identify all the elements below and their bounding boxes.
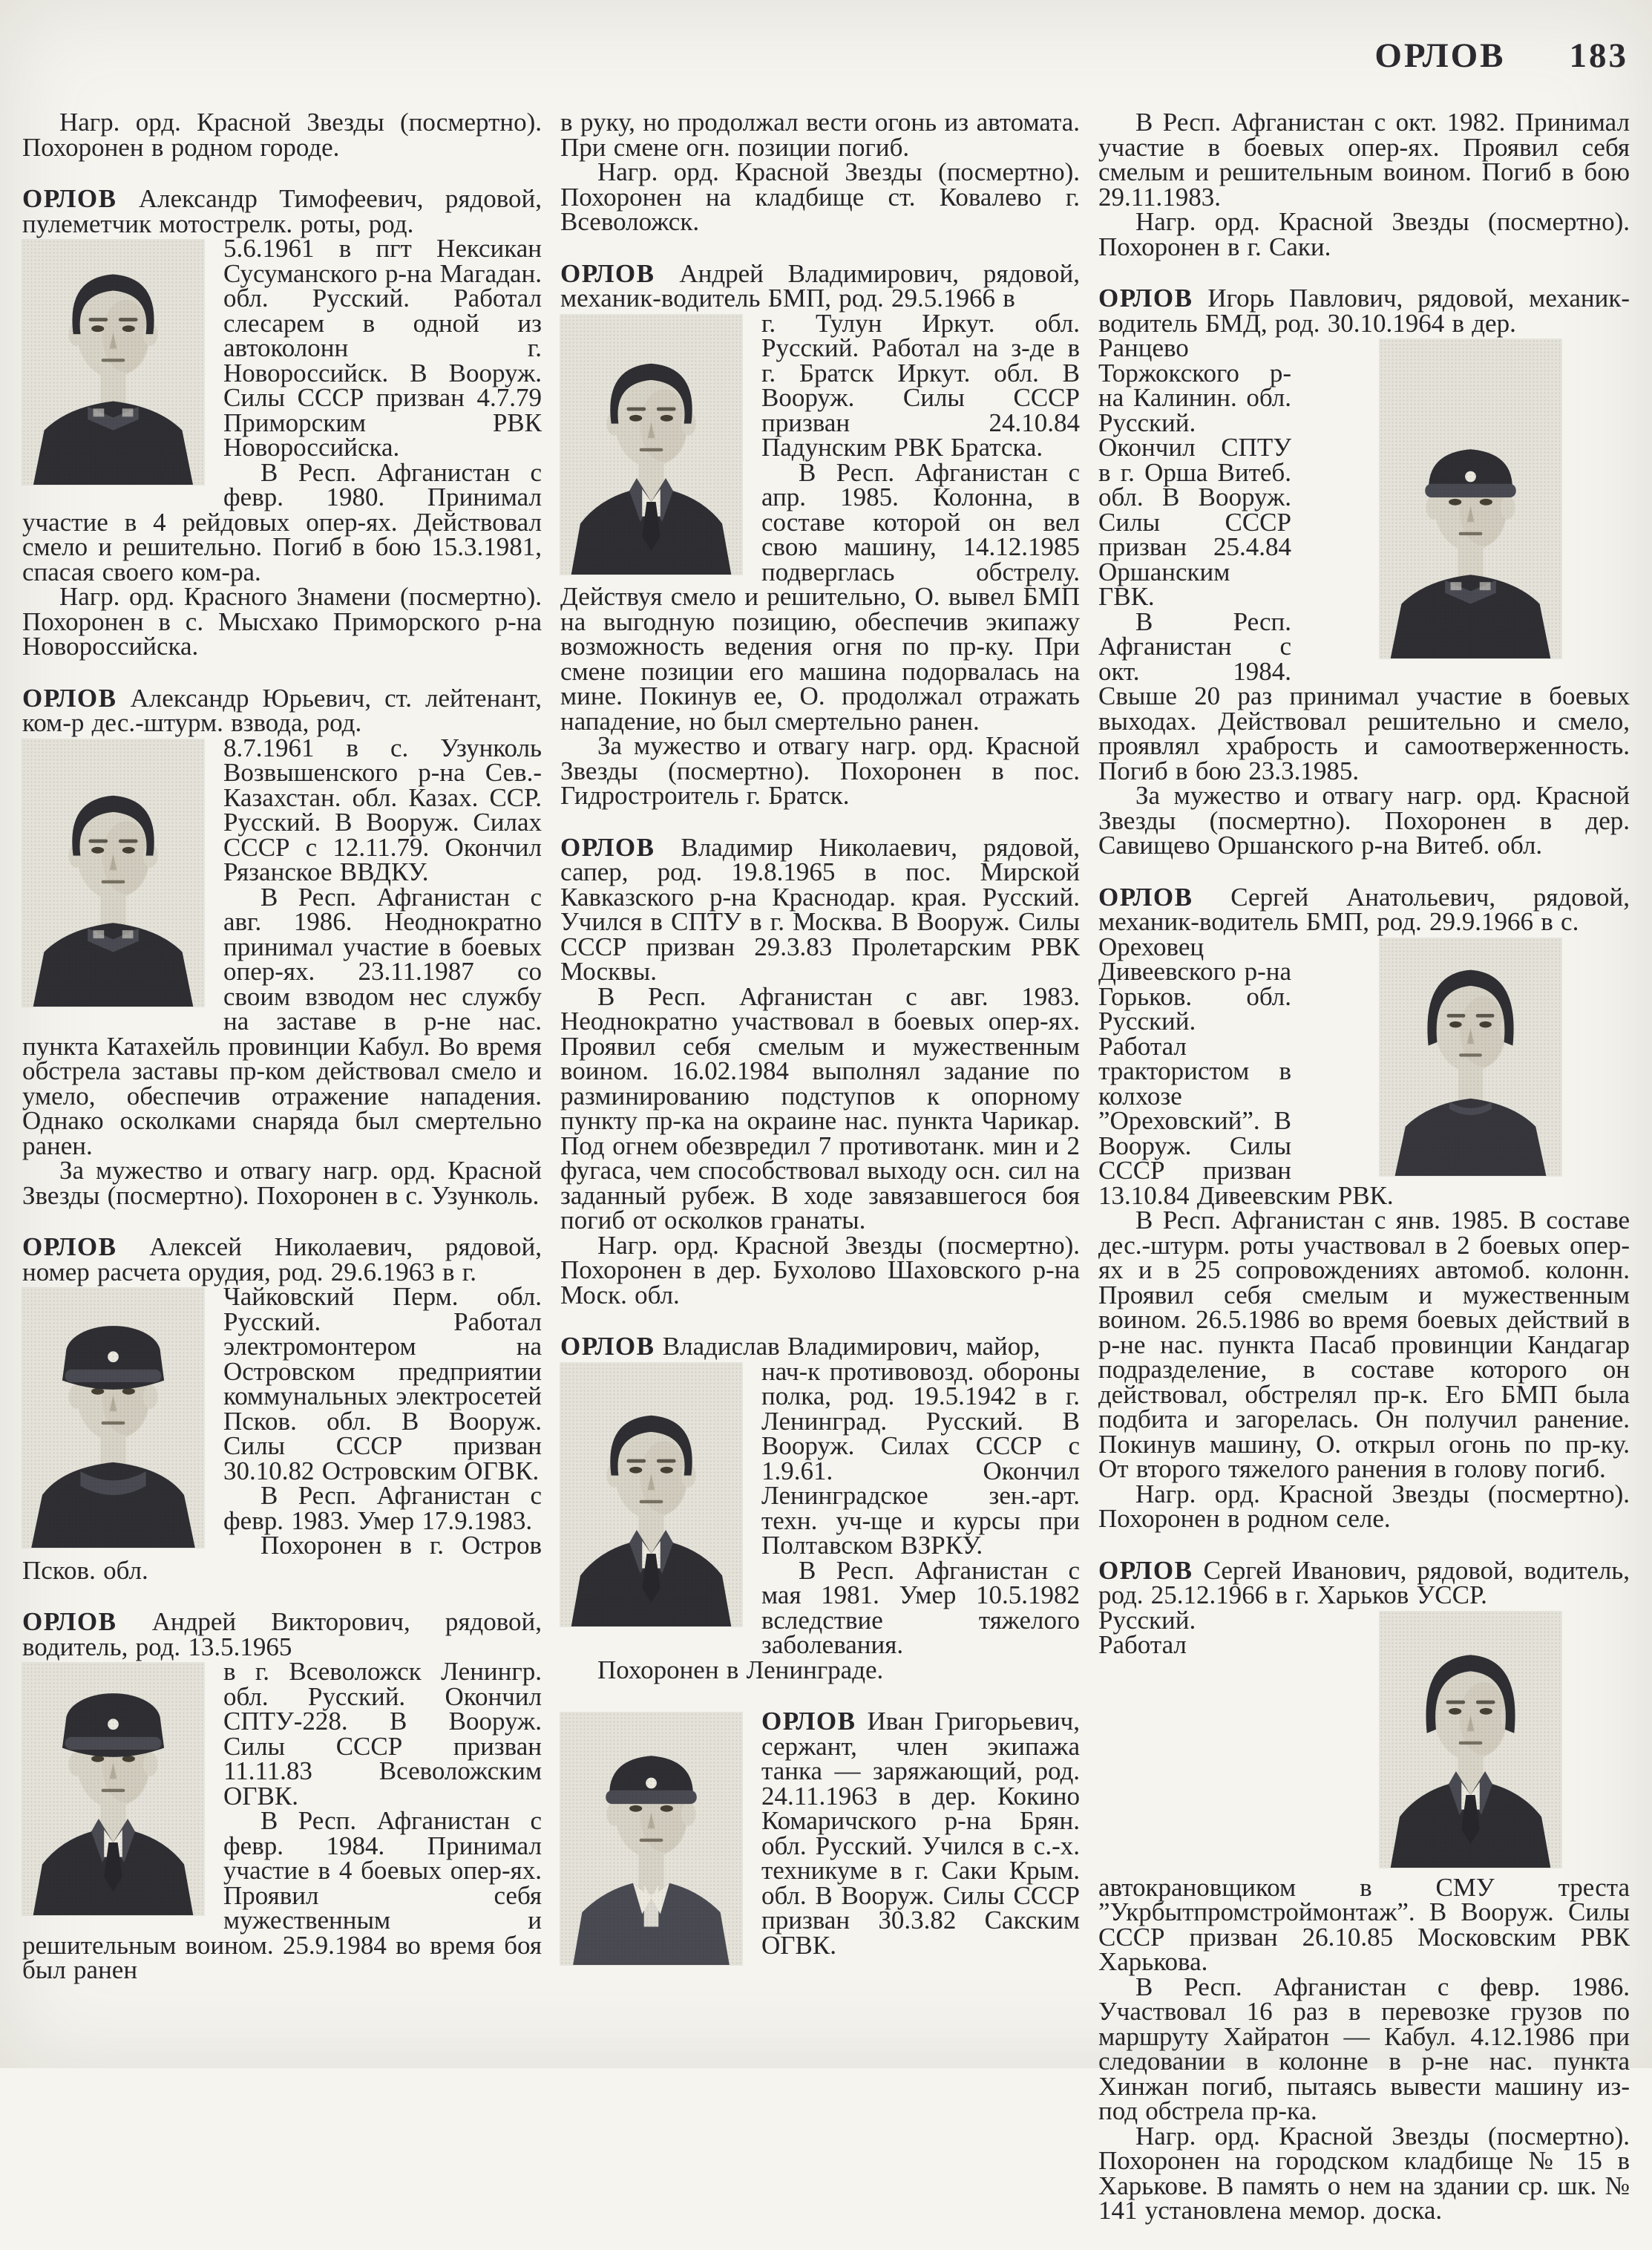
entry-intro-lead: Сергей Анатольевич, рядовой, механик-водитель БМП, род. 29.9.1966 в с. (1098, 882, 1630, 936)
column-1 (22, 110, 542, 2009)
memorial-entry (560, 1709, 1080, 1972)
entry-intro-text: Ранцево Торжокского р-на Калинин. обл. Русский. Окончил СПТУ в г. Орша Витеб. обл. В Вооруж. Силы СССР призван 25.4.84 Оршанским ГВК. (1098, 333, 1291, 611)
entry-body (22, 236, 542, 659)
entry-paragraph (1098, 1479, 1630, 1533)
entry-heading (22, 186, 542, 236)
entry-paragraph (1098, 1208, 1630, 1482)
memorial-entry (560, 1334, 1080, 1682)
entry-body (1098, 1605, 1630, 2225)
text-columns (22, 110, 1630, 2250)
entry-intro-lead: Александр Тимофеевич, рядовой, пулеметчик мотострелк. роты, род. (22, 184, 542, 238)
entry-heading (22, 1609, 542, 1659)
portrait-photo (22, 240, 204, 485)
entry-paragraph (560, 981, 1080, 1234)
entry-intro-lead: Андрей Владимирович, рядовой, механик-водитель БМП, род. 29.5.1966 в (560, 258, 1081, 313)
entry-paragraph (1098, 2121, 1630, 2225)
entry-heading (22, 683, 542, 737)
entry-surname: ОРЛОВ (22, 184, 117, 213)
entry-intro-lead: Игорь Павлович, рядовой, механик-водитель БМД, род. 30.10.1964 в дер. (1098, 284, 1630, 338)
paragraph-text: В Респ. Афганистан с февр. 1980. Принимал участие в 4 рейдовых опер-ях. Действовал смело и решительно. Погиб в бою 15.3.1981, спасая своего ком-ра. (22, 457, 542, 586)
paragraph-text: Нагр. орд. Красной Звезды (посмертно). Похоронен на городском кладбище № 15 в Харькове. В память о нем на здании ср. шк. № 141 установлена мемор. доска. (1098, 2121, 1630, 2225)
entry-intro-text: Ореховец Дивеевского р-на Горьков. обл. Русский. Работал трактористом в колхозе ”Ореховский”. В Вооруж. Силы СССР призван 13.10.84 Дивеевским РВК. (1098, 932, 1394, 1210)
paragraph-text: В Респ. Афганистан с мая 1981. Умер 10.5.1982 вследствие тяжелого заболевания. (761, 1555, 1080, 1659)
entry-intro-lead: Александр Юрьевич, ст. лейтенант, ком-р дес.-штурм. взвода, род. (22, 683, 542, 737)
photo-halftone (22, 739, 204, 1007)
paragraph-text: За мужество и отвагу нагр. орд. Красной Звезды (посмертно). Похоронен в с. Узунколь. (22, 1156, 542, 1210)
entry-intro-text: нач-к противовозд. обороны полка, род. 19.5.1942 в г. Ленинград. Русский. В Вооруж. Силах СССР с 1.9.61. Окончил Ленинградское зен.-арт. техн. уч-ще и курсы при Полтавском ВЗРКУ. (761, 1356, 1080, 1560)
memorial-entry (22, 186, 542, 659)
entry-body (1098, 333, 1630, 860)
portrait-silhouette (22, 240, 204, 485)
entry-paragraph (1098, 783, 1630, 858)
entry-body (22, 733, 542, 1210)
memorial-entry (1098, 882, 1630, 1533)
entry-body (22, 1659, 542, 1983)
paragraph-text: В Респ. Афганистан с окт. 1984. Свыше 20 раз принимал участие в боевых выходах. Действовал решительно и смело, проявлял храбрость и самоотверженность. Погиб в бою 23.3.1985. (1098, 606, 1630, 785)
entry-intro-lead: Сергей Иванович, рядовой, водитель, род. 25.12.1966 в г. Харьков УССР. (1098, 1555, 1630, 1609)
entry-paragraph (560, 1230, 1080, 1309)
portrait-photo (560, 1363, 742, 1626)
entry-intro-text: 5.6.1961 в пгт Нексикан Сусуманского р-на Магадан. обл. Русский. Работал слесарем в одной из автоколонн г. Новороссийск. В Вооруж. Силы СССР призван 4.7.79 Приморским РВК Новороссийска. (223, 234, 542, 462)
paragraph-text: За мужество и отвагу нагр. орд. Красной Звезды (посмертно). Похоронен в пос. Гидростроитель г. Братск. (560, 731, 1080, 810)
entry-body (1098, 932, 1630, 1533)
photo-halftone (22, 1663, 204, 1915)
entry-heading (1098, 1555, 1630, 1609)
portrait-photo (560, 1713, 742, 1965)
entry-heading (560, 258, 1081, 313)
paragraph-text: Нагр. орд. Красной Звезды (посмертно). Похоронен в дер. Бухолово Шаховского р-на Моск. обл. (560, 1230, 1080, 1309)
entry-body (22, 1284, 542, 1583)
memorial-entry (22, 1234, 542, 1583)
continuation-text (1098, 110, 1630, 259)
entry-intro-lead: Андрей Викторович, рядовой, водитель, род. 13.5.1965 (22, 1607, 542, 1661)
photo-halftone (22, 240, 204, 485)
paragraph-text: В Респ. Афганистан с февр. 1986. Участвовал 16 раз в перевозке грузов по маршруту Хайратон — Кабул. 4.12.1986 при следовании в колонне в р-не нас. пункта Хинжан погиб, пытаясь вывести машину из-под обстрела пр-ка. (1098, 1972, 1630, 2125)
entry-intro-text: 8.7.1961 в с. Узунколь Возвышенского р-на Сев.-Казахстан. обл. Казах. ССР. Русский. В Вооруж. Силах СССР с 12.11.79. Окончил Рязанское ВВДКУ. (223, 733, 542, 886)
memorial-entry (560, 258, 1081, 810)
portrait-silhouette (560, 315, 742, 575)
photo-halftone (560, 1713, 742, 1965)
entry-surname: ОРЛОВ (22, 683, 117, 713)
entry-heading (1098, 286, 1630, 336)
entry-surname: ОРЛОВ (1098, 882, 1193, 912)
memorial-entry (22, 1609, 542, 1983)
paragraph-text: В Респ. Афганистан с авг. 1986. Неоднократно принимал участие в боевых опер-ях. 23.11.1987 со своим взводом нес службу на заставе в р-не нас. пункта Катахейль провинции Кабул. Во время обстрела заставы пр-ком действовал смело и умело, обеспечив отражение нападения. Однако осколками снаряда был смертельно ранен. (22, 882, 542, 1160)
entry-heading (560, 1334, 1080, 1359)
paragraph-text: Нагр. орд. Красной Звезды (посмертно). Похоронен на кладбище ст. Ковалево г. Всеволожск. (560, 157, 1080, 236)
entry-intro-lead: Алексей Николаевич, рядовой, номер расчета орудия, род. 29.6.1963 в г. (22, 1232, 542, 1286)
paragraph-text: В Респ. Афганистан с апр. 1985. Колонна, в составе которой он вел свою машину, 14.12.1985 подверглась обстрелу. Действуя смело и решительно, О. вывел БМП на выгодную позицию, обеспечив экипажу возможность ведения огня по пр-ку. При смене позиции его машина подорвалась на мине. Покинув ее, О. продолжал отражать нападение, но был смертельно ранен. (560, 457, 1080, 736)
photo-halftone (22, 1288, 204, 1548)
entry-intro-text: Иван Григорьевич, сержант, член экипажа танка — заряжающий, род. 24.11.1963 в дер. Кокино Комаричского р-на Брян. обл. Русский. Учился в с.-х. техникуме в г. Саки Крым. обл. В Вооруж. Силы СССР призван 30.3.82 Сакским ОГВК. (761, 1707, 1080, 1960)
entry-surname: ОРЛОВ (22, 1232, 117, 1261)
entry-paragraph (560, 110, 1080, 160)
photo-halftone (1380, 1612, 1561, 1868)
entry-intro-text: Чайковский Перм. обл. Русский. Работал электромонтером на Островском предприятии коммунальных электросетей Псков. обл. В Вооруж. Силы СССР призван 30.10.82 Островским ОГВК. (223, 1282, 542, 1485)
entry-intro-text: Русский. Работал автокрановщиком в СМУ треста ”Укрбытпромстроймонтаж”. В Вооруж. Силы СССР призван 26.10.85 Московским РВК Харькова. (1098, 1605, 1630, 1976)
entry-surname: ОРЛОВ (22, 1607, 117, 1636)
paragraph-text: Нагр. орд. Красного Знамени (посмертно). Похоронен в с. Мысхако Приморского р-на Новороссийска. (22, 582, 542, 661)
entry-body (560, 1709, 1080, 1958)
column-3 (1098, 110, 1630, 2250)
entry-paragraph (1098, 1972, 1630, 2125)
entry-surname: ОРЛОВ (761, 1707, 856, 1736)
entry-paragraph (560, 1655, 1080, 1684)
entry-surname: ОРЛОВ (1098, 284, 1193, 313)
entry-paragraph (560, 733, 1080, 808)
paragraph-text: В Респ. Афганистан с февр. 1983. Умер 17.9.1983. (223, 1481, 542, 1535)
photo-halftone (1380, 339, 1561, 658)
continuation-text (22, 110, 542, 160)
entry-heading (1098, 882, 1630, 936)
entry-surname: ОРЛОВ (560, 258, 655, 288)
portrait-photo (1311, 339, 1630, 658)
entry-body (560, 1356, 1080, 1684)
entry-body (22, 110, 542, 160)
portrait-silhouette (1380, 1612, 1561, 1868)
entry-paragraph (560, 157, 1080, 236)
continuation-text (560, 110, 1080, 235)
portrait-photo (22, 1288, 204, 1548)
paragraph-text: В Респ. Афганистан с февр. 1984. Принимал участие в 4 боевых опер-ях. Проявил себя мужественным и решительным воином. 25.9.1984 во время боя был ранен (22, 1806, 542, 1984)
portrait-silhouette (1380, 938, 1561, 1176)
running-title: ОРЛОВ (1374, 36, 1506, 75)
photo-halftone (560, 315, 742, 575)
memorial-entry (1098, 286, 1630, 858)
paragraph-text: в руку, но продолжал вести огонь из автомата. При смене огн. позиции погиб. (560, 108, 1080, 162)
paragraph-text: В Респ. Афганистан с янв. 1985. В составе дес.-штурм. роты участвовал в 2 боевых опер-ях и в 25 сопровождениях автомоб. колонн. Проявил себя смелым и мужественным воином. 26.5.1986 во время боевых действий в р-не нас. пункта Пасаб провинции Кандагар подразделение, в составе которого он действовал, обстрелял пр-к. Его БМП была подбита и загорелась. Он получил ранение. Покинув машину, О. открыл огонь по пр-ку. От второго тяжелого ранения в голову погиб. (1098, 1206, 1630, 1483)
entry-paragraph (22, 584, 542, 659)
entry-paragraph (1098, 108, 1630, 212)
photo-halftone (1380, 938, 1561, 1176)
memorial-entry (1098, 1555, 1630, 2225)
portrait-photo (22, 1663, 204, 1915)
portrait-photo (1311, 1612, 1630, 1868)
entry-paragraph (1098, 209, 1630, 259)
entry-intro-text: в г. Всеволожск Ленингр. обл. Русский. Окончил СПТУ-228. В Вооруж. Силы СССР призван 11.11.83 Всеволожским ОГВК. (223, 1657, 542, 1811)
paragraph-text: Похоронен в Ленинграде. (597, 1655, 884, 1684)
portrait-photo (22, 739, 204, 1007)
entry-surname: ОРЛОВ (560, 832, 655, 862)
entry-heading (22, 1234, 542, 1284)
entry-paragraph (22, 110, 542, 160)
portrait-silhouette (560, 1713, 742, 1965)
paragraph-text: В Респ. Афганистан с авг. 1983. Неоднократно участвовал в боевых опер-ях. Проявил себя смелым и мужественным воином. 16.02.1984 выполнял задание по разминированию подступов к опорному пункту пр-ка на окраине нас. пункта Чарикар. Под огнем обезвредил 7 противотанк. мин и 2 фугаса, чем способствовал выходу осн. сил на заданный рубеж. В ходе завязавшегося боя погиб от осколков гранаты. (560, 981, 1080, 1234)
paragraph-text: Нагр. орд. Красной Звезды (посмертно). Похоронен в родном городе. (22, 108, 542, 162)
entry-body (560, 110, 1080, 235)
entry-body (560, 832, 1080, 1309)
portrait-silhouette (1380, 339, 1561, 658)
portrait-photo (560, 315, 742, 575)
paragraph-text: Нагр. орд. Красной Звезды (посмертно). Похоронен в родном селе. (1098, 1479, 1630, 1533)
entry-surname: ОРЛОВ (1098, 1555, 1193, 1585)
entry-intro-lead: Владислав Владимирович, майор, (662, 1332, 1040, 1361)
portrait-silhouette (22, 1288, 204, 1548)
paragraph-text: Нагр. орд. Красной Звезды (посмертно). Похоронен в г. Саки. (1098, 207, 1630, 261)
entry-surname: ОРЛОВ (560, 1332, 655, 1361)
entry-body (560, 308, 1080, 810)
running-header (1374, 36, 1628, 76)
entry-intro (560, 832, 1080, 986)
portrait-silhouette (22, 739, 204, 1007)
entry-body (1098, 110, 1630, 259)
page-number: 183 (1569, 36, 1628, 75)
paragraph-text: За мужество и отвагу нагр. орд. Красной Звезды (посмертно). Похоронен в дер. Савищево Оршанского р-на Витеб. обл. (1098, 781, 1630, 860)
portrait-photo (1311, 938, 1630, 1176)
photo-halftone (560, 1363, 742, 1626)
entry-paragraph (22, 1158, 542, 1208)
memorial-entry (560, 832, 1080, 1309)
column-2 (560, 110, 1080, 1999)
memorial-entry (22, 683, 542, 1210)
paragraph-text: В Респ. Афганистан с окт. 1982. Принимал участие в боевых опер-ях. Проявил себя смелым и решительным воином. Погиб в бою 29.11.1983. (1098, 108, 1630, 212)
entry-intro-text: г. Тулун Иркут. обл. Русский. Работал на з-де в г. Братск Иркут. обл. В Вооруж. Силы СССР призван 24.10.84 Падунским РВК Братска. (761, 308, 1080, 462)
entry-intro-text: Владимир Николаевич, рядовой, сапер, род. 19.8.1965 в пос. Мирской Кавказского р-на Краснодар. края. Русский. Учился в СПТУ в г. Москва. В Вооруж. Силы СССР призван 29.3.83 Пролетарским РВК Москвы. (560, 832, 1080, 986)
paragraph-text: Похоронен в г. Остров Псков. обл. (22, 1531, 542, 1585)
portrait-silhouette (560, 1363, 742, 1626)
portrait-silhouette (22, 1663, 204, 1915)
